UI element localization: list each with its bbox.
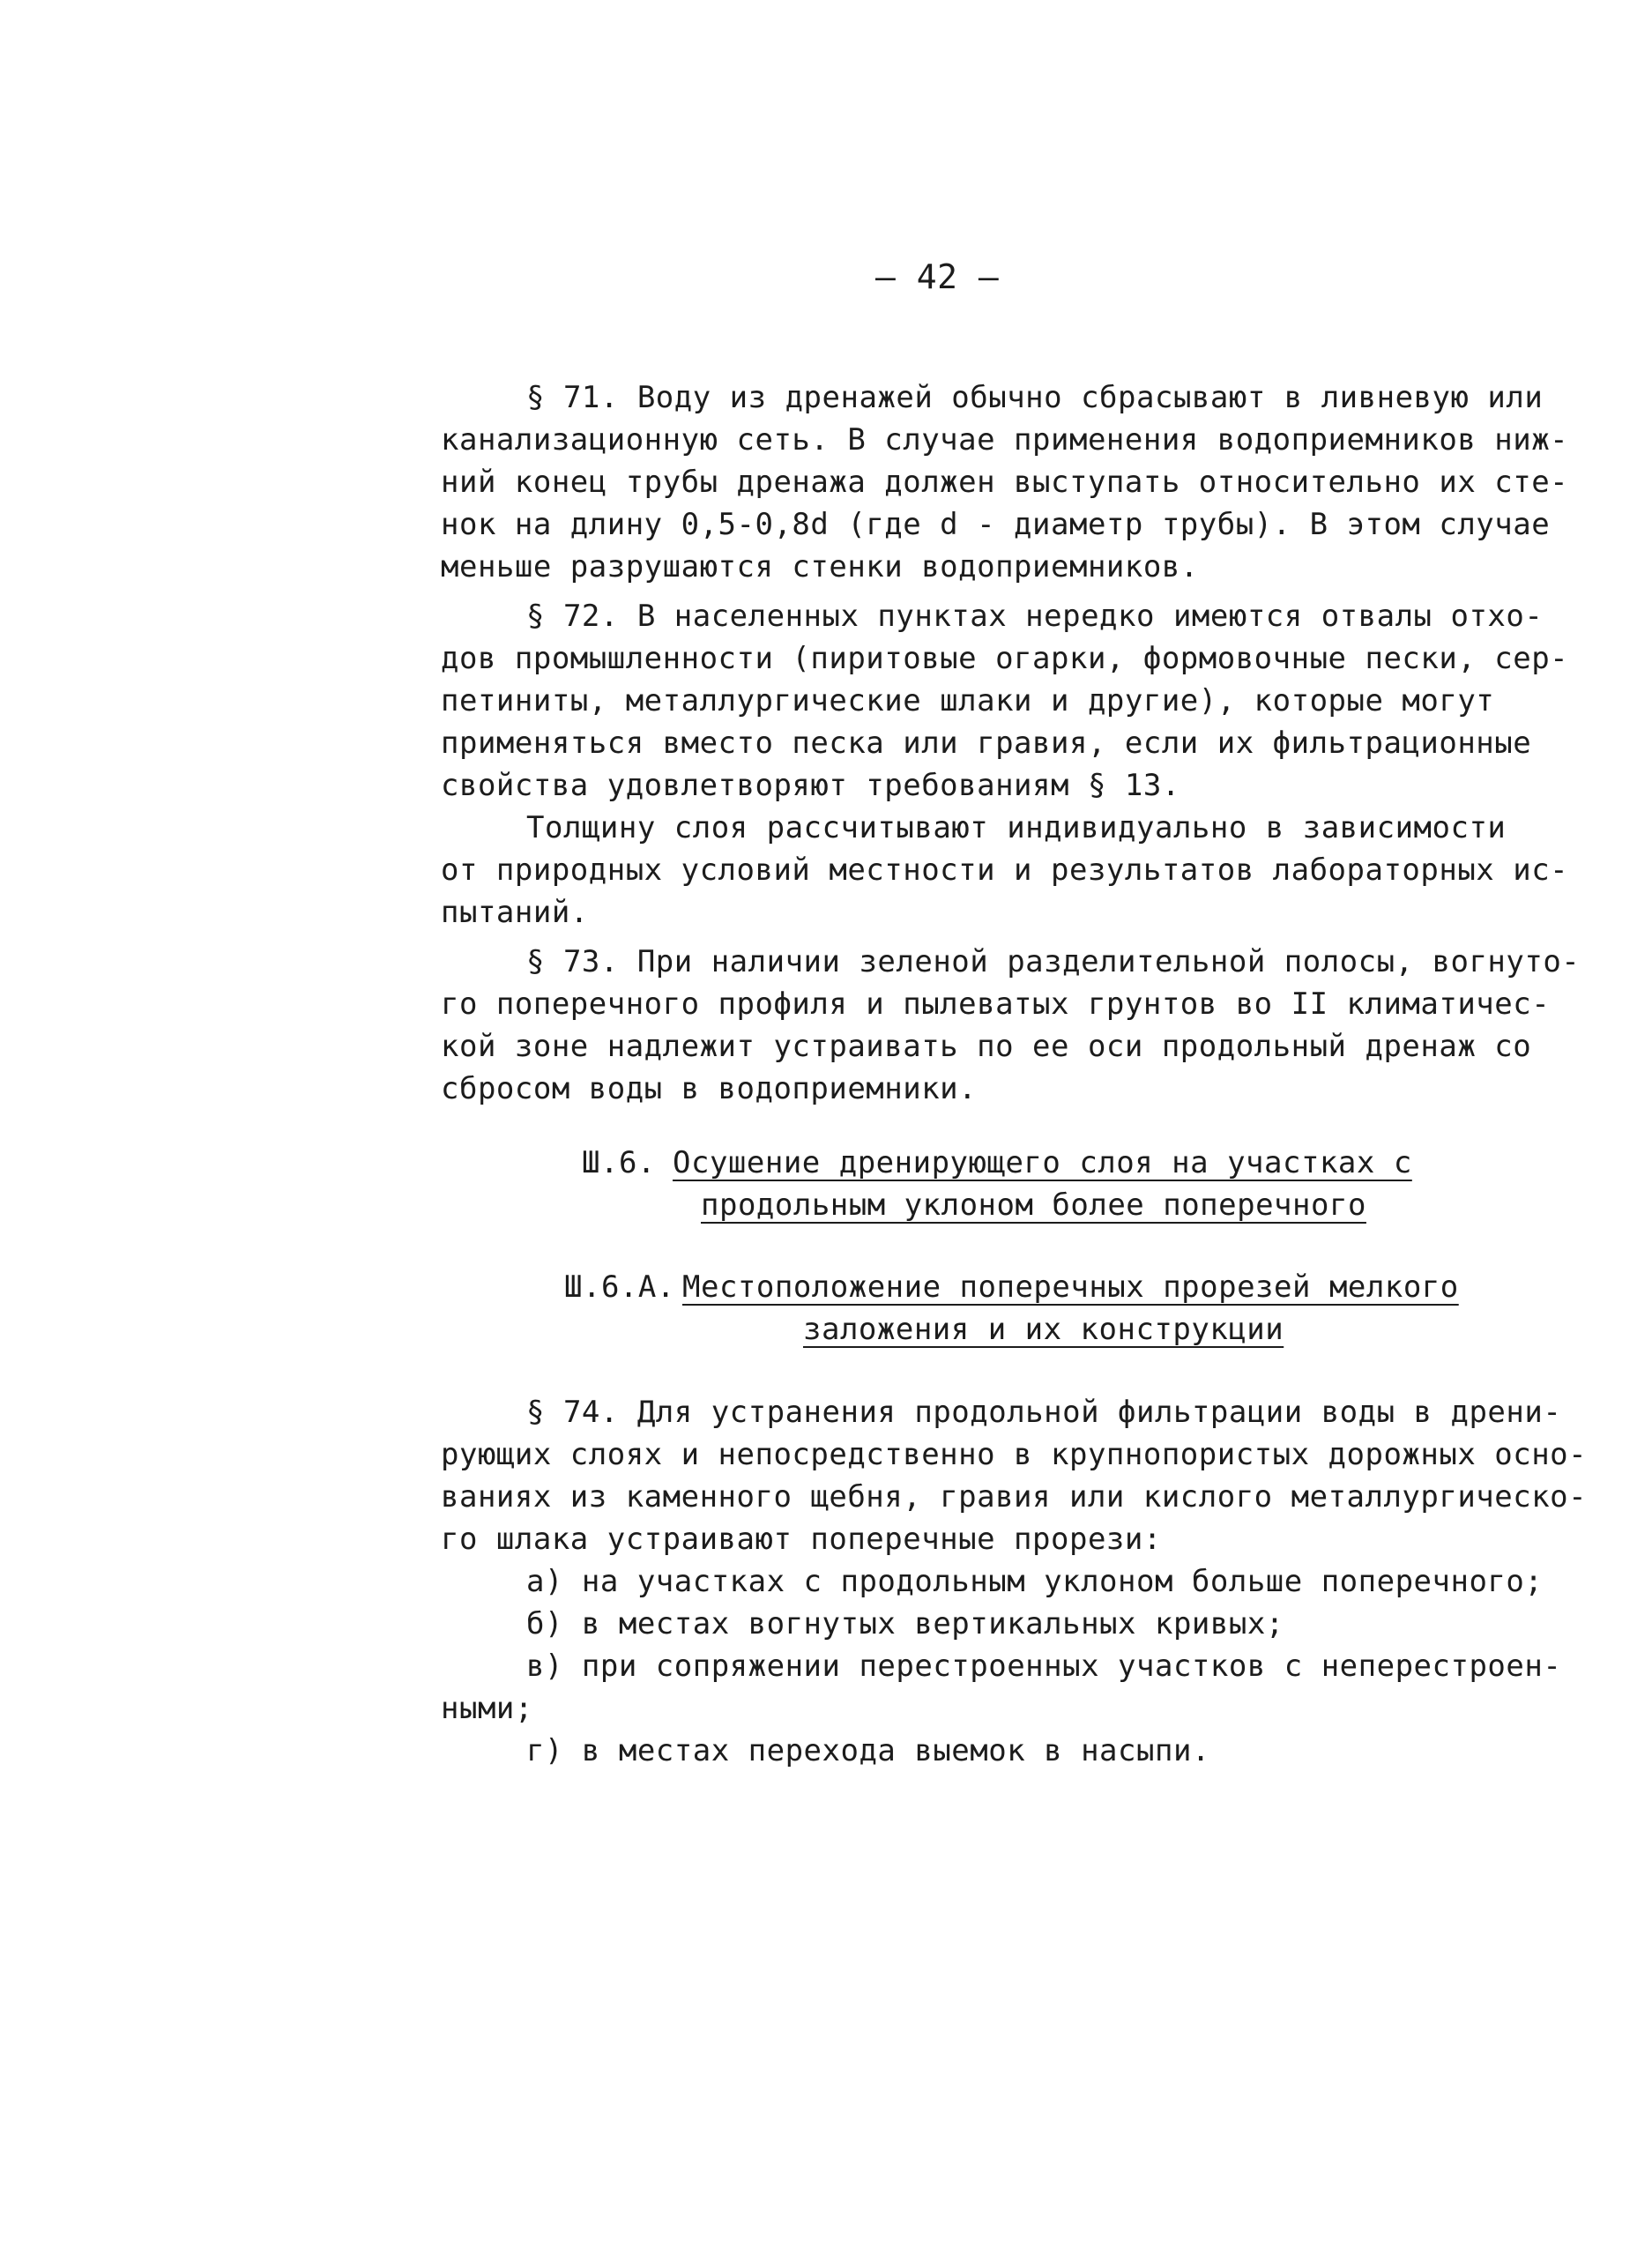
paragraph-73-line-3: кой зоне надлежит устраивать по ее оси продольный дренаж со <box>441 1029 1532 1064</box>
paragraph-72-line-2: дов промышленности (пиритовые огарки, формовочные пески, сер- <box>441 641 1569 676</box>
paragraph-74-line-3: ваниях из каменного щебня, гравия или кислого металлургическо- <box>441 1479 1588 1515</box>
paragraph-74-line-1: § 74. Для устранения продольной фильтрации воды в дрени- <box>526 1395 1562 1430</box>
paragraph-74-line-4: го шлака устраивают поперечные прорези: <box>441 1522 1162 1557</box>
paragraph-thickness-line-1: Толщину слоя рассчитывают индивидуально в зависимости <box>526 810 1507 845</box>
paragraph-71-line-2: канализационную сеть. В случае применения водоприемников ниж- <box>441 422 1569 458</box>
paragraph-72-line-4: применяться вместо песка или гравия, если их фильтрационные <box>441 726 1532 761</box>
list-item-c-line-2: ными; <box>441 1691 533 1726</box>
paragraph-73-line-4: сбросом воды в водоприемники. <box>441 1071 978 1106</box>
paragraph-73-line-2: го поперечного профиля и пылеватых грунтов во II климатичес- <box>441 986 1551 1022</box>
list-item-d: г) в местах перехода выемок в насыпи. <box>526 1733 1210 1768</box>
list-item-a: а) на участках с продольным уклоном больше поперечного; <box>526 1564 1544 1599</box>
paragraph-thickness-line-2: от природных условий местности и результатов лабораторных ис- <box>441 852 1569 888</box>
paragraph-71-line-5: меньше разрушаются стенки водоприемников. <box>441 549 1199 584</box>
paragraph-72-line-1: § 72. В населенных пунктах нередко имеются отвалы отхо- <box>526 599 1544 634</box>
paragraph-73-line-1: § 73. При наличии зеленой разделительной полосы, вогнуто- <box>526 944 1581 979</box>
heading-3-6-number: Ш.6. <box>582 1145 656 1180</box>
heading-3-6-a-line-2: заложения и их конструкции <box>803 1312 1284 1347</box>
heading-3-6-line-2: продольным уклоном более поперечного <box>701 1187 1366 1223</box>
paragraph-74-line-2: рующих слоях и непосредственно в крупнопористых дорожных осно- <box>441 1437 1588 1472</box>
heading-3-6-a-number: Ш.6.А. <box>564 1269 675 1305</box>
paragraph-72-line-3: петиниты, металлургические шлаки и другие), которые могут <box>441 683 1495 718</box>
paragraph-71-line-3: ний конец трубы дренажа должен выступать относительно их сте- <box>441 465 1569 500</box>
heading-3-6-line-1: Осушение дренирующего слоя на участках с <box>673 1145 1412 1180</box>
list-item-c-line-1: в) при сопряжении перестроенных участков с неперестроен- <box>526 1649 1562 1684</box>
heading-3-6-a-line-1: Местоположение поперечных прорезей мелкого <box>682 1269 1459 1305</box>
page-number: — 42 — <box>875 257 1000 296</box>
paragraph-71-line-4: нок на длину 0,5-0,8d (где d - диаметр трубы). В этом случае <box>441 507 1551 542</box>
paragraph-72-line-5: свойства удовлетворяют требованиям § 13. <box>441 768 1180 803</box>
paragraph-thickness-line-3: пытаний. <box>441 895 589 930</box>
list-item-b: б) в местах вогнутых вертикальных кривых; <box>526 1606 1284 1641</box>
paragraph-71-line-1: § 71. Воду из дренажей обычно сбрасывают в ливневую или <box>526 380 1544 415</box>
